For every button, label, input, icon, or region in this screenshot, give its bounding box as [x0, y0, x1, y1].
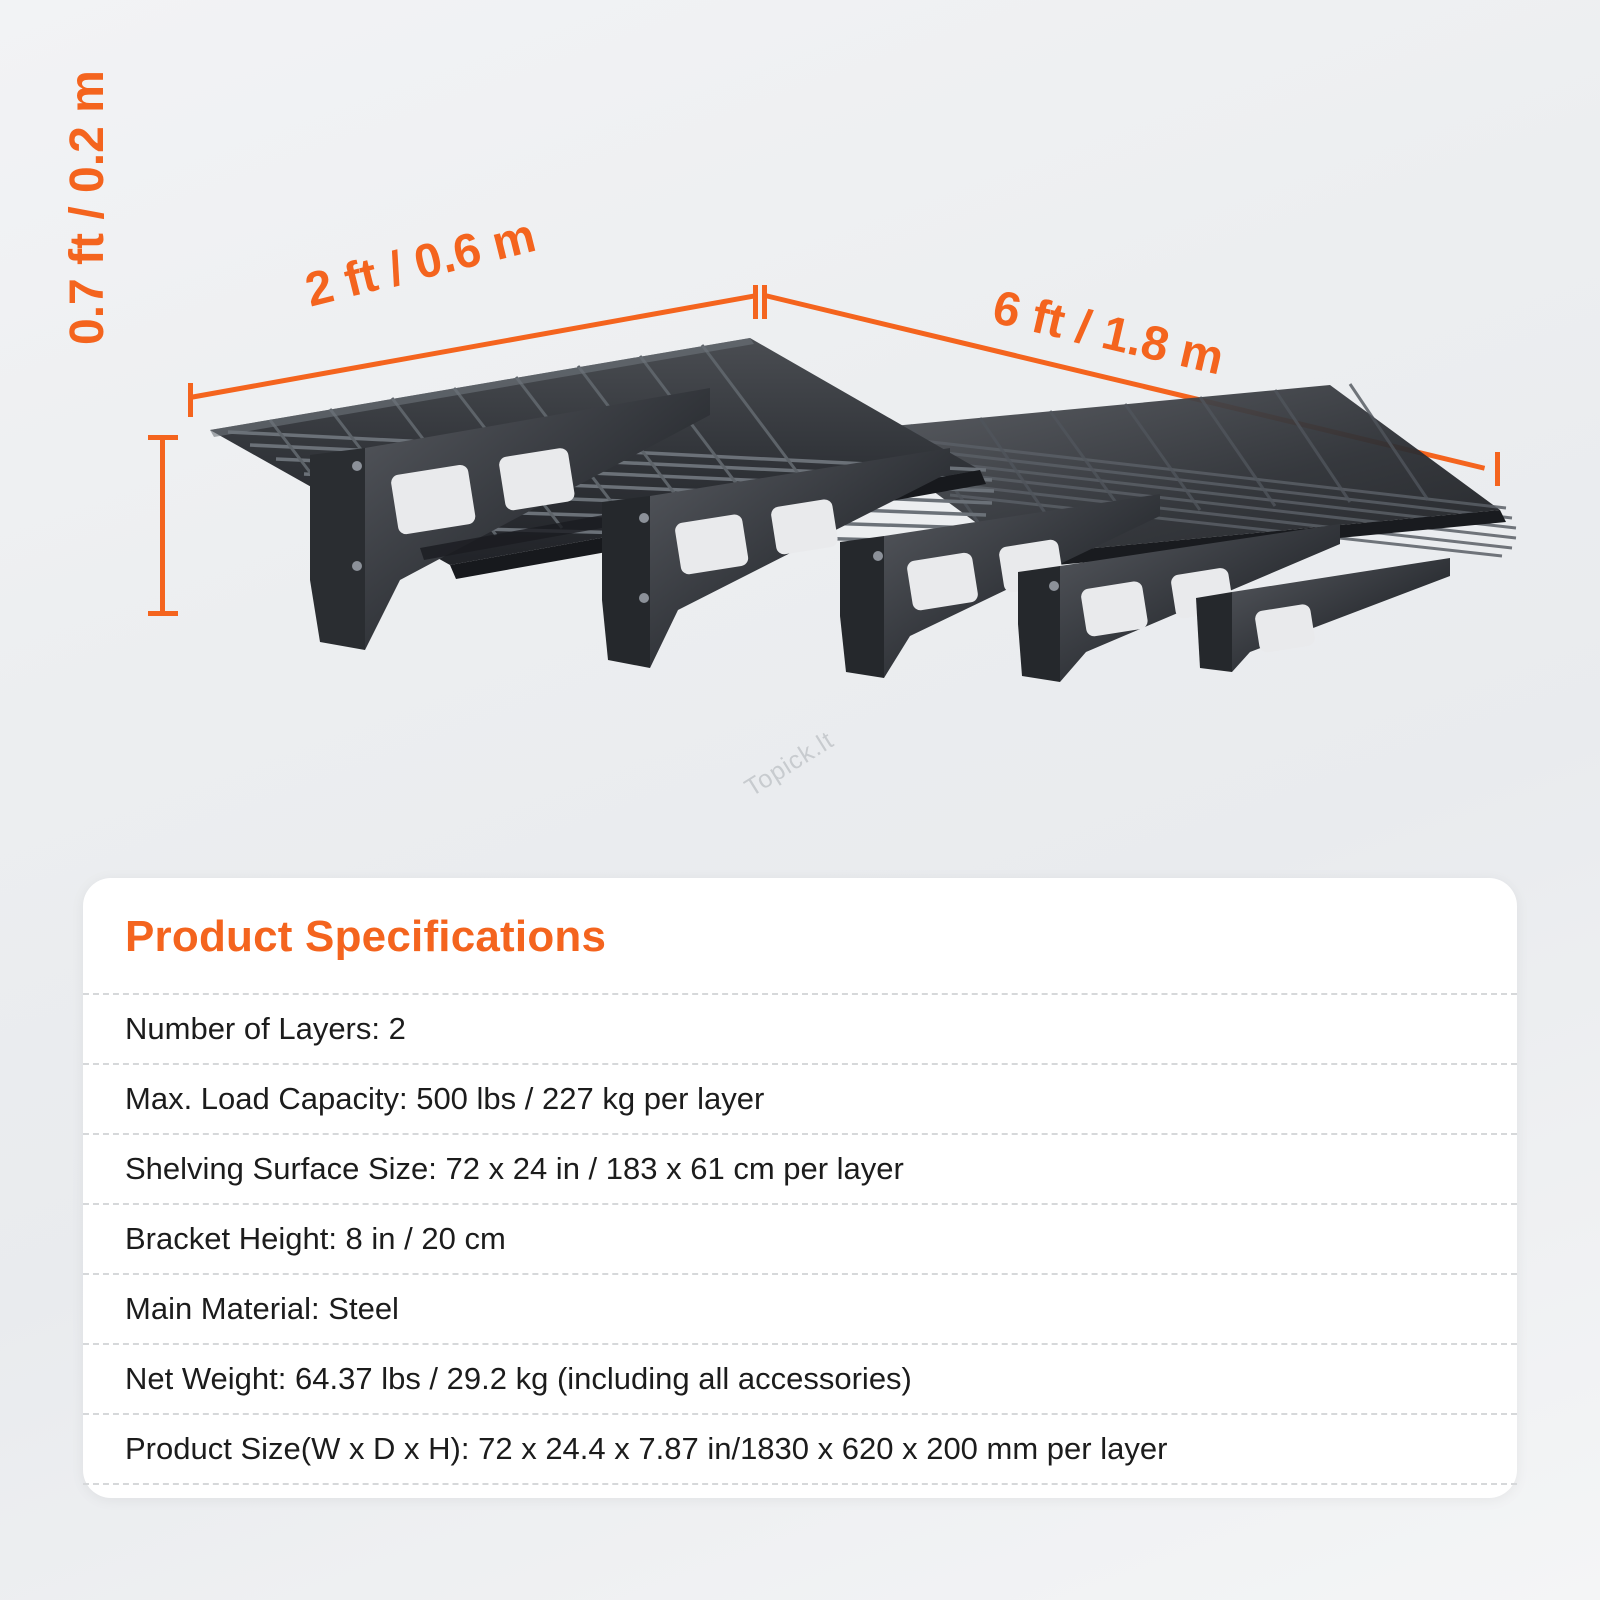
spec-row: Shelving Surface Size: 72 x 24 in / 183 x 61 cm per layer: [83, 1133, 1517, 1203]
wall-shelf-illustration: [150, 280, 1570, 700]
depth-dimension-label: 2 ft / 0.6 m: [300, 209, 541, 318]
product-specifications-card: [83, 878, 1517, 1498]
spec-row: Net Weight: 64.37 lbs / 29.2 kg (including all accessories): [83, 1343, 1517, 1413]
spec-row: Bracket Height: 8 in / 20 cm: [83, 1203, 1517, 1273]
spec-card-title: Product Specifications: [125, 912, 607, 961]
width-dimension-label: 6 ft / 1.8 m: [987, 280, 1229, 386]
spec-list: [83, 993, 1517, 1485]
watermark: Topick.lt: [739, 725, 839, 803]
spec-row: Number of Layers: 2: [83, 993, 1517, 1063]
height-dimension-label: 0.7 ft / 0.2 m: [61, 70, 114, 345]
spec-row: Main Material: Steel: [83, 1273, 1517, 1343]
spec-row: Max. Load Capacity: 500 lbs / 227 kg per layer: [83, 1063, 1517, 1133]
spec-row: Product Size(W x D x H): 72 x 24.4 x 7.87 in/1830 x 620 x 200 mm per layer: [83, 1413, 1517, 1485]
